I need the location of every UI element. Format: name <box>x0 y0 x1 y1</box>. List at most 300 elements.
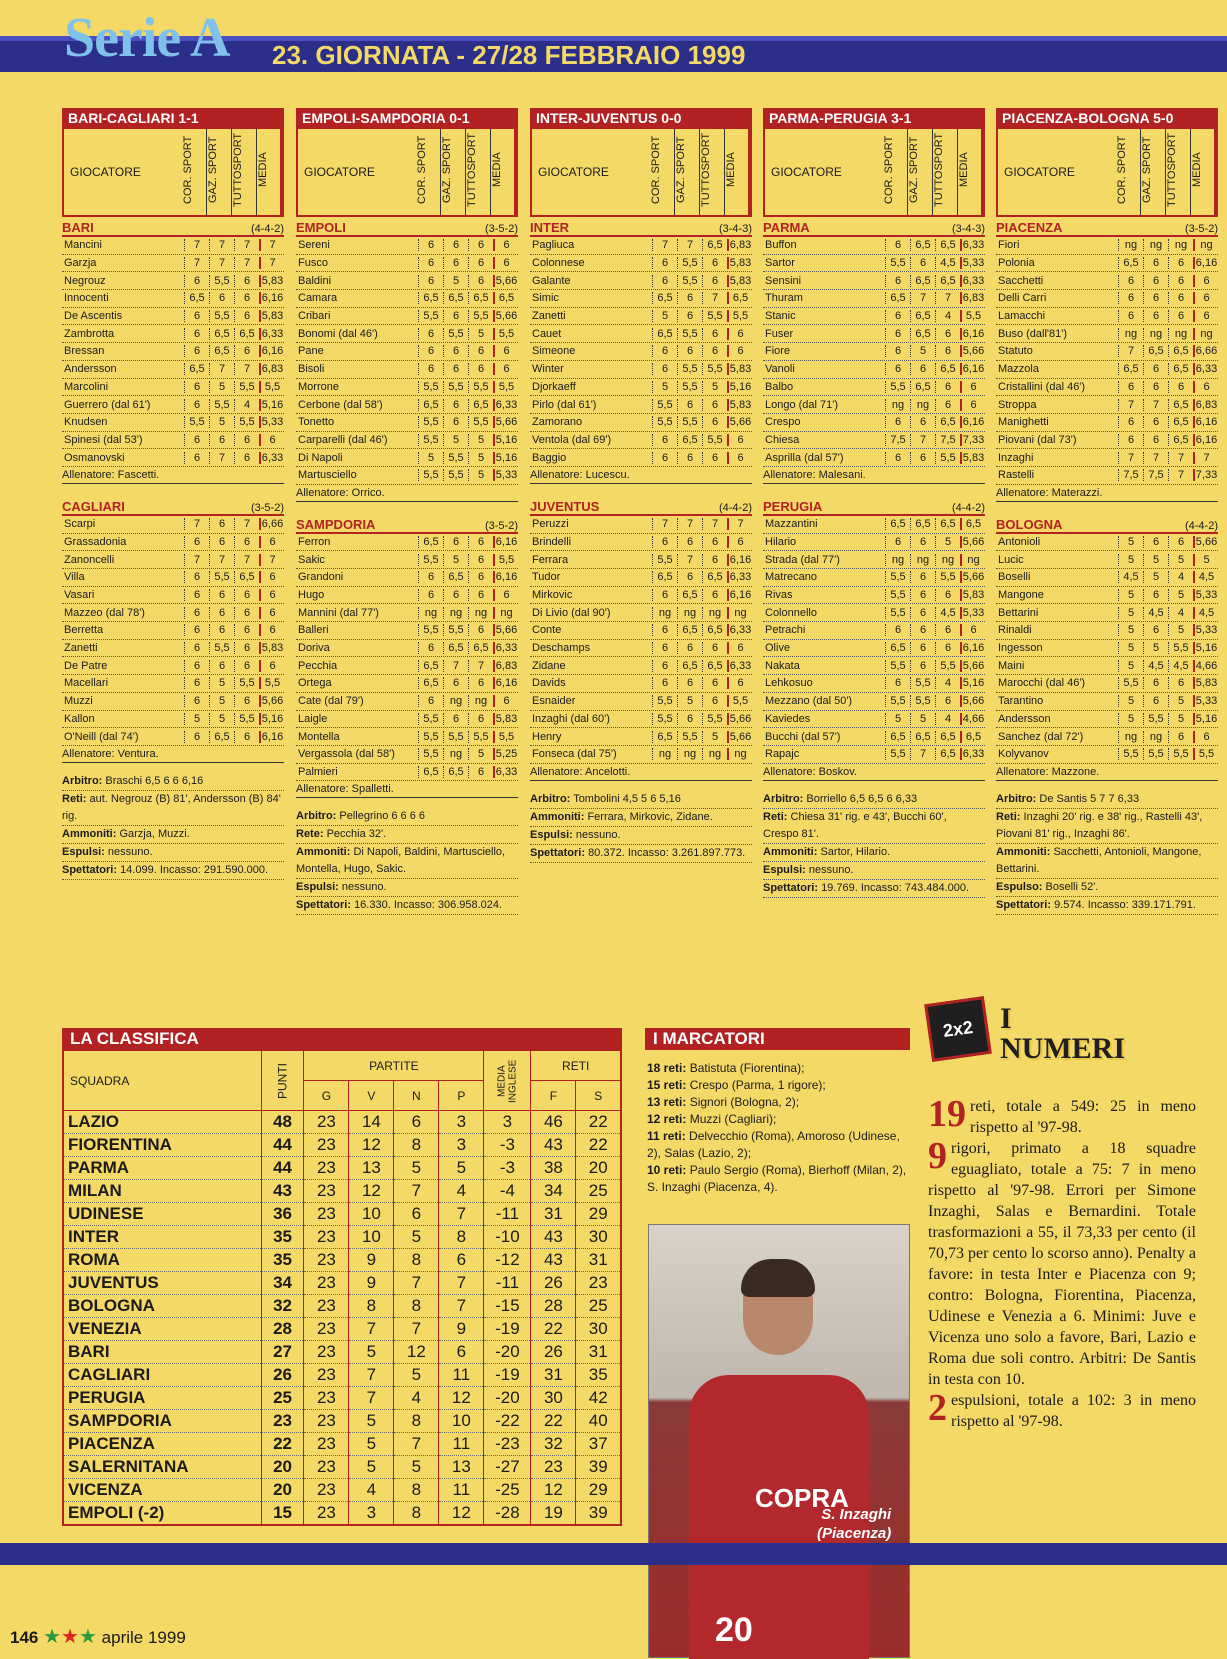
player-vote: 5,5 <box>885 257 910 269</box>
standings-value: 23 <box>576 1272 621 1295</box>
player-media: 5,83 <box>1193 677 1218 689</box>
player-name: Peruzzi <box>532 518 569 531</box>
standings-value: 5 <box>394 1226 439 1249</box>
player-row <box>763 516 985 534</box>
player-vote: 5,5 <box>443 381 468 393</box>
player-vote: 5,5 <box>885 660 910 672</box>
player-name: Lehkosuo <box>765 677 813 690</box>
player-media: 7 <box>259 239 284 251</box>
player-media: 5,83 <box>727 275 752 287</box>
player-vote: 6 <box>184 536 209 548</box>
player-name: Bonomi (dal 46') <box>298 327 378 340</box>
player-media: 6 <box>493 239 518 251</box>
player-vote: 6 <box>209 536 234 548</box>
player-name: Piovani (dal 73') <box>998 433 1077 446</box>
player-name: Zambrotta <box>64 327 115 340</box>
standings-value: 23 <box>304 1433 349 1456</box>
player-vote: 5 <box>1118 624 1143 636</box>
player-vote: 6 <box>443 399 468 411</box>
player-vote: 6 <box>443 363 468 375</box>
standings-value: 7 <box>349 1364 394 1387</box>
player-vote: 6 <box>234 695 259 707</box>
player-vote: 6,5 <box>1118 257 1143 269</box>
player-vote: 6 <box>443 239 468 251</box>
player-vote: 7 <box>1118 399 1143 411</box>
player-vote: 6 <box>468 713 493 725</box>
player-row <box>763 432 985 450</box>
player-vote: 7 <box>910 292 935 304</box>
issue-date: aprile 1999 <box>101 1628 186 1647</box>
standings-value: 7 <box>349 1318 394 1341</box>
player-vote: 5 <box>468 434 493 446</box>
player-name: Doriva <box>298 642 330 655</box>
player-name: Strada (dal 77') <box>765 553 840 566</box>
standings-value: 9 <box>349 1272 394 1295</box>
player-vote: ng <box>910 554 935 566</box>
player-vote: 7 <box>1118 452 1143 464</box>
player-vote: 5,5 <box>1168 642 1193 654</box>
player-vote: 6 <box>234 642 259 654</box>
info-line <box>763 880 985 898</box>
player-name: Simic <box>532 292 559 305</box>
player-media: 6 <box>1193 292 1218 304</box>
player-vote: 5 <box>652 310 677 322</box>
player-row <box>996 675 1218 693</box>
player-vote: 5,5 <box>418 554 443 566</box>
player-row <box>763 711 985 729</box>
info-value: Di Napoli, Baldini, Martusciello, Montella, Hugo, Sakic. <box>296 846 506 876</box>
player-vote: 6 <box>885 452 910 464</box>
player-media: ng <box>960 554 985 566</box>
player-media: 5,66 <box>960 571 985 583</box>
info-label: Ammoniti: <box>530 810 585 823</box>
player-name: Mangone <box>998 589 1044 602</box>
player-vote: 5,5 <box>935 660 960 672</box>
coach: Allenatore: Boskov. <box>763 764 985 781</box>
player-row <box>763 290 985 308</box>
player-media: 5,16 <box>259 399 284 411</box>
standings-value: 23 <box>304 1387 349 1410</box>
player-vote: 6 <box>885 416 910 428</box>
player-vote: 7 <box>234 257 259 269</box>
player-vote: 5,5 <box>910 695 935 707</box>
team-name: CAGLIARI <box>62 498 125 514</box>
player-vote: 6 <box>234 607 259 619</box>
team-name: VENEZIA <box>63 1318 261 1341</box>
player-media: 6,5 <box>727 292 752 304</box>
standings-value: 26 <box>261 1364 304 1387</box>
player-vote: 7 <box>702 292 727 304</box>
scorer-names: Signori (Bologna, 2); <box>689 1095 800 1109</box>
player-vote: 6 <box>652 589 677 601</box>
player-vote: 7 <box>652 518 677 530</box>
standings-value: 5 <box>349 1456 394 1479</box>
player-vote: 6 <box>468 677 493 689</box>
player-vote: 4,5 <box>935 257 960 269</box>
player-row <box>62 551 284 569</box>
team-name: PERUGIA <box>63 1387 261 1410</box>
player-vote: 6 <box>184 434 209 446</box>
player-media: 4,5 <box>1193 571 1218 583</box>
standings-value: 13 <box>439 1456 484 1479</box>
player-vote: 6 <box>652 363 677 375</box>
standings-value: 34 <box>531 1180 576 1203</box>
player-name: Andersson <box>998 712 1051 725</box>
player-row <box>62 308 284 326</box>
team-name: SALERNITANA <box>63 1456 261 1479</box>
player-name: Fiori <box>998 239 1020 252</box>
player-name: Knudsen <box>64 416 108 429</box>
player-vote: 6 <box>184 381 209 393</box>
player-media: 6 <box>259 607 284 619</box>
player-row <box>62 711 284 729</box>
player-media: 6 <box>960 624 985 636</box>
player-vote: 5 <box>1118 554 1143 566</box>
player-vote: 6 <box>234 536 259 548</box>
player-name: Carparelli (dal 46') <box>298 433 388 446</box>
player-vote: 5,5 <box>209 310 234 322</box>
player-vote: 6 <box>652 642 677 654</box>
player-name: Thuram <box>765 292 803 305</box>
standings-value: 12 <box>349 1180 394 1203</box>
player-vote: 5,5 <box>1143 748 1168 760</box>
player-row <box>296 587 518 605</box>
player-media: 6,16 <box>1193 257 1218 269</box>
standings-value: 48 <box>261 1111 304 1134</box>
team-home <box>296 221 518 502</box>
number-text: rigori, primato a 18 squadre eguagliato, totale a 75: 7 in meno rispetto al '97-98. Errori per Simone Inzaghi, Salas e Bernardini. Totale trasformazioni a 55, il 73,33 per cento (il 70,73 per cento lo scorso anno). Penalty a favore: in testa Inter e Piacenza con 9; contro: Bologna, Fiorentina, Piacenza, Udinese e Venezia a 6. Minimi: Juve e Vicenza uno solo a favore, Bari, Lazio e Roma due soli contro. Arbitri: De Santis in testa con 10. <box>928 1140 1196 1388</box>
player-media: 6,33 <box>259 452 284 464</box>
player-vote: 6,5 <box>209 328 234 340</box>
player-row <box>296 551 518 569</box>
team-home <box>530 221 752 484</box>
standings-value: 27 <box>261 1341 304 1364</box>
player-media: ng <box>1193 328 1218 340</box>
player-media: 6 <box>960 399 985 411</box>
standings-value: 5 <box>394 1456 439 1479</box>
player-vote: 5 <box>184 713 209 725</box>
player-name: Di Napoli <box>298 451 343 464</box>
standings-row <box>63 1502 621 1525</box>
player-row <box>530 272 752 290</box>
stars-icon: ★★★ <box>43 1626 97 1648</box>
player-name: Sensini <box>765 274 802 287</box>
player-media: 5 <box>1193 554 1218 566</box>
player-vote: 5 <box>1118 642 1143 654</box>
player-media: 6,5 <box>493 292 518 304</box>
standings-value: 8 <box>394 1295 439 1318</box>
player-vote: 5 <box>209 695 234 707</box>
player-vote: 6 <box>910 607 935 619</box>
player-vote: 5,5 <box>468 731 493 743</box>
player-media: 5,66 <box>727 731 752 743</box>
player-name: Baggio <box>532 451 567 464</box>
standings-value: -19 <box>484 1318 531 1341</box>
player-vote: 6,5 <box>652 328 677 340</box>
player-vote: 6 <box>468 624 493 636</box>
info-line <box>296 826 518 844</box>
player-row <box>763 622 985 640</box>
player-vote: 6 <box>468 766 493 778</box>
player-name: Sacchetti <box>998 274 1044 287</box>
player-media: 5,5 <box>493 731 518 743</box>
player-vote: 5 <box>885 713 910 725</box>
team-name: LAZIO <box>63 1111 261 1134</box>
player-vote: 5,5 <box>885 571 910 583</box>
player-row <box>296 361 518 379</box>
player-name: Cauet <box>532 327 562 340</box>
player-media: 7 <box>259 257 284 269</box>
standings-row <box>63 1134 621 1157</box>
player-name: Balbo <box>765 380 794 393</box>
player-name: Matrecano <box>765 571 817 584</box>
player-row <box>62 325 284 343</box>
col-c3: TUTTOSPORT <box>933 129 958 215</box>
player-name: Scarpi <box>64 518 96 531</box>
player-vote: 6,5 <box>1168 345 1193 357</box>
player-name: De Patre <box>64 659 108 672</box>
standings-value: -12 <box>484 1249 531 1272</box>
player-media: 5,33 <box>1193 589 1218 601</box>
player-vote: 6,5 <box>702 660 727 672</box>
standings-value: 8 <box>394 1134 439 1157</box>
player-media: 7 <box>259 554 284 566</box>
standings-value: 23 <box>304 1111 349 1134</box>
player-media: 6,66 <box>259 518 284 530</box>
player-vote: 5,5 <box>1168 748 1193 760</box>
player-vote: 6 <box>1143 292 1168 304</box>
player-media: 6,16 <box>493 571 518 583</box>
info-value: 19.769. Incasso: 743.484.000. <box>821 881 970 894</box>
team-name: EMPOLI (-2) <box>63 1502 261 1525</box>
player-vote: 5,5 <box>443 469 468 481</box>
coach: Allenatore: Materazzi. <box>996 485 1218 502</box>
info-label: Spettatori: <box>296 899 351 912</box>
player-media: 6 <box>1193 731 1218 743</box>
player-vote: 5 <box>1118 536 1143 548</box>
player-vote: 6,5 <box>910 275 935 287</box>
player-vote: ng <box>652 748 677 760</box>
standings-value: 14 <box>349 1111 394 1134</box>
info-label: Ammoniti: <box>296 846 351 859</box>
info-line <box>763 791 985 809</box>
player-vote: ng <box>885 399 910 411</box>
standings-row <box>63 1410 621 1433</box>
player-row <box>296 325 518 343</box>
player-vote: ng <box>468 607 493 619</box>
team-name: BOLOGNA <box>996 516 1063 532</box>
numbers-badge <box>924 996 991 1062</box>
player-name: Rastelli <box>998 469 1035 482</box>
standings-value: 23 <box>304 1295 349 1318</box>
standings-value: -20 <box>484 1387 531 1410</box>
player-row <box>763 551 985 569</box>
standings-value: 23 <box>304 1479 349 1502</box>
player-vote: 6 <box>184 731 209 743</box>
standings-value: 31 <box>531 1364 576 1387</box>
player-media: ng <box>1193 239 1218 251</box>
scorer-goals: 11 reti: <box>647 1129 686 1143</box>
player-vote: 5,5 <box>443 328 468 340</box>
match-info <box>62 773 284 880</box>
info-label: Spettatori: <box>763 881 818 894</box>
match-info <box>996 791 1218 915</box>
team-name-row <box>530 500 752 516</box>
standings-value: 15 <box>261 1502 304 1525</box>
player-row <box>996 290 1218 308</box>
player-vote: 6 <box>702 452 727 464</box>
player-row <box>763 343 985 361</box>
player-media: 5,16 <box>1193 713 1218 725</box>
player-name: Macellari <box>64 677 109 690</box>
player-vote: 6 <box>702 275 727 287</box>
standings-value: 7 <box>394 1433 439 1456</box>
standings-row <box>63 1226 621 1249</box>
player-media: 6,16 <box>259 292 284 304</box>
player-vote: 6 <box>910 536 935 548</box>
player-row <box>996 640 1218 658</box>
player-vote: 5 <box>418 452 443 464</box>
player-media: 5,33 <box>259 416 284 428</box>
match-3 <box>530 108 752 863</box>
team-home <box>763 221 985 484</box>
standings-value: 43 <box>531 1134 576 1157</box>
column-header <box>763 129 985 217</box>
standings-row <box>63 1341 621 1364</box>
player-row <box>530 587 752 605</box>
player-name: Bisoli <box>298 363 325 376</box>
player-media: 5,16 <box>727 381 752 393</box>
player-vote: ng <box>702 607 727 619</box>
player-row <box>530 449 752 467</box>
standings-value: 5 <box>349 1410 394 1433</box>
player-name: Crespo <box>765 416 801 429</box>
player-vote: 6 <box>234 275 259 287</box>
standings-value: 25 <box>261 1387 304 1410</box>
player-vote: 5,5 <box>885 381 910 393</box>
player-media: 5,16 <box>1193 642 1218 654</box>
player-vote: 6,5 <box>935 748 960 760</box>
player-vote: 7 <box>184 554 209 566</box>
player-row <box>763 361 985 379</box>
player-media: 6 <box>493 257 518 269</box>
standings-value: 20 <box>576 1157 621 1180</box>
player-vote: 6 <box>1118 310 1143 322</box>
player-vote: 6 <box>1168 310 1193 322</box>
player-row <box>763 746 985 764</box>
standings-value: 3 <box>439 1134 484 1157</box>
standings-value: -22 <box>484 1410 531 1433</box>
match-title: INTER-JUVENTUS 0-0 <box>530 108 752 129</box>
player-vote: 6,5 <box>702 624 727 636</box>
info-label: Reti: <box>62 792 87 805</box>
player-vote: 6 <box>652 660 677 672</box>
photo-hair <box>741 1259 815 1297</box>
number-text: espulsioni, totale a 102: 3 in meno rispetto al '97-98. <box>951 1392 1196 1430</box>
player-vote: 6 <box>677 310 702 322</box>
player-row <box>296 255 518 273</box>
team-home <box>996 221 1218 502</box>
player-row <box>996 693 1218 711</box>
player-row <box>530 693 752 711</box>
info-value: nessuno. <box>808 863 854 876</box>
player-name: Guerrero (dal 61') <box>64 398 151 411</box>
player-vote: 6 <box>1143 275 1168 287</box>
player-vote: 6,5 <box>443 571 468 583</box>
player-name: Zanetti <box>64 642 98 655</box>
player-row <box>996 604 1218 622</box>
player-name: Ferron <box>298 535 331 548</box>
info-line <box>763 844 985 862</box>
player-vote: 6 <box>935 345 960 357</box>
team-name: CAGLIARI <box>63 1364 261 1387</box>
player-row <box>763 640 985 658</box>
player-media: 6,5 <box>960 518 985 530</box>
player-row <box>530 534 752 552</box>
player-vote: 6 <box>652 452 677 464</box>
player-vote: 7 <box>1168 452 1193 464</box>
col-c3: TUTTOSPORT <box>466 129 491 215</box>
player-vote: 6 <box>1168 731 1193 743</box>
standings-value: -3 <box>484 1157 531 1180</box>
player-row <box>296 746 518 764</box>
team-name: PIACENZA <box>996 220 1063 235</box>
standings-value: 11 <box>439 1433 484 1456</box>
player-vote: ng <box>677 748 702 760</box>
player-name: Fuser <box>765 327 794 340</box>
player-vote: 6 <box>184 571 209 583</box>
coach: Allenatore: Ventura. <box>62 746 284 763</box>
player-row <box>530 414 752 432</box>
player-vote: 6 <box>418 345 443 357</box>
player-row <box>763 396 985 414</box>
player-media: 6 <box>493 345 518 357</box>
player-vote: 6,5 <box>209 731 234 743</box>
player-media: 6,16 <box>727 554 752 566</box>
standings-value: 3 <box>484 1111 531 1134</box>
player-vote: 6 <box>677 292 702 304</box>
player-row <box>530 675 752 693</box>
player-vote: 7 <box>209 239 234 251</box>
standings-value: 23 <box>304 1364 349 1387</box>
player-name: Innocenti <box>64 292 109 305</box>
player-media: 5,16 <box>259 713 284 725</box>
info-label: Espulsi: <box>763 863 806 876</box>
info-label: Ammoniti: <box>62 827 117 840</box>
player-name: Buso (dall'81') <box>998 327 1068 340</box>
player-name: Deschamps <box>532 642 591 655</box>
player-row <box>763 693 985 711</box>
standings-value: -27 <box>484 1456 531 1479</box>
player-row <box>296 604 518 622</box>
col-giocatore: GIOCATORE <box>70 165 141 179</box>
player-vote: 6 <box>702 257 727 269</box>
player-vote: 5 <box>1143 642 1168 654</box>
team-name-row <box>530 221 752 237</box>
player-vote: 6 <box>885 536 910 548</box>
player-name: Conte <box>532 624 562 637</box>
scorer-line <box>647 1162 908 1196</box>
player-name: Fonseca (dal 75') <box>532 748 617 761</box>
player-row <box>296 343 518 361</box>
team-away <box>530 500 752 781</box>
standings-value: 7 <box>439 1272 484 1295</box>
team-name: PARMA <box>63 1157 261 1180</box>
player-row <box>62 343 284 361</box>
player-vote: 6 <box>418 257 443 269</box>
player-vote: 6 <box>910 452 935 464</box>
player-vote: 6 <box>1168 292 1193 304</box>
